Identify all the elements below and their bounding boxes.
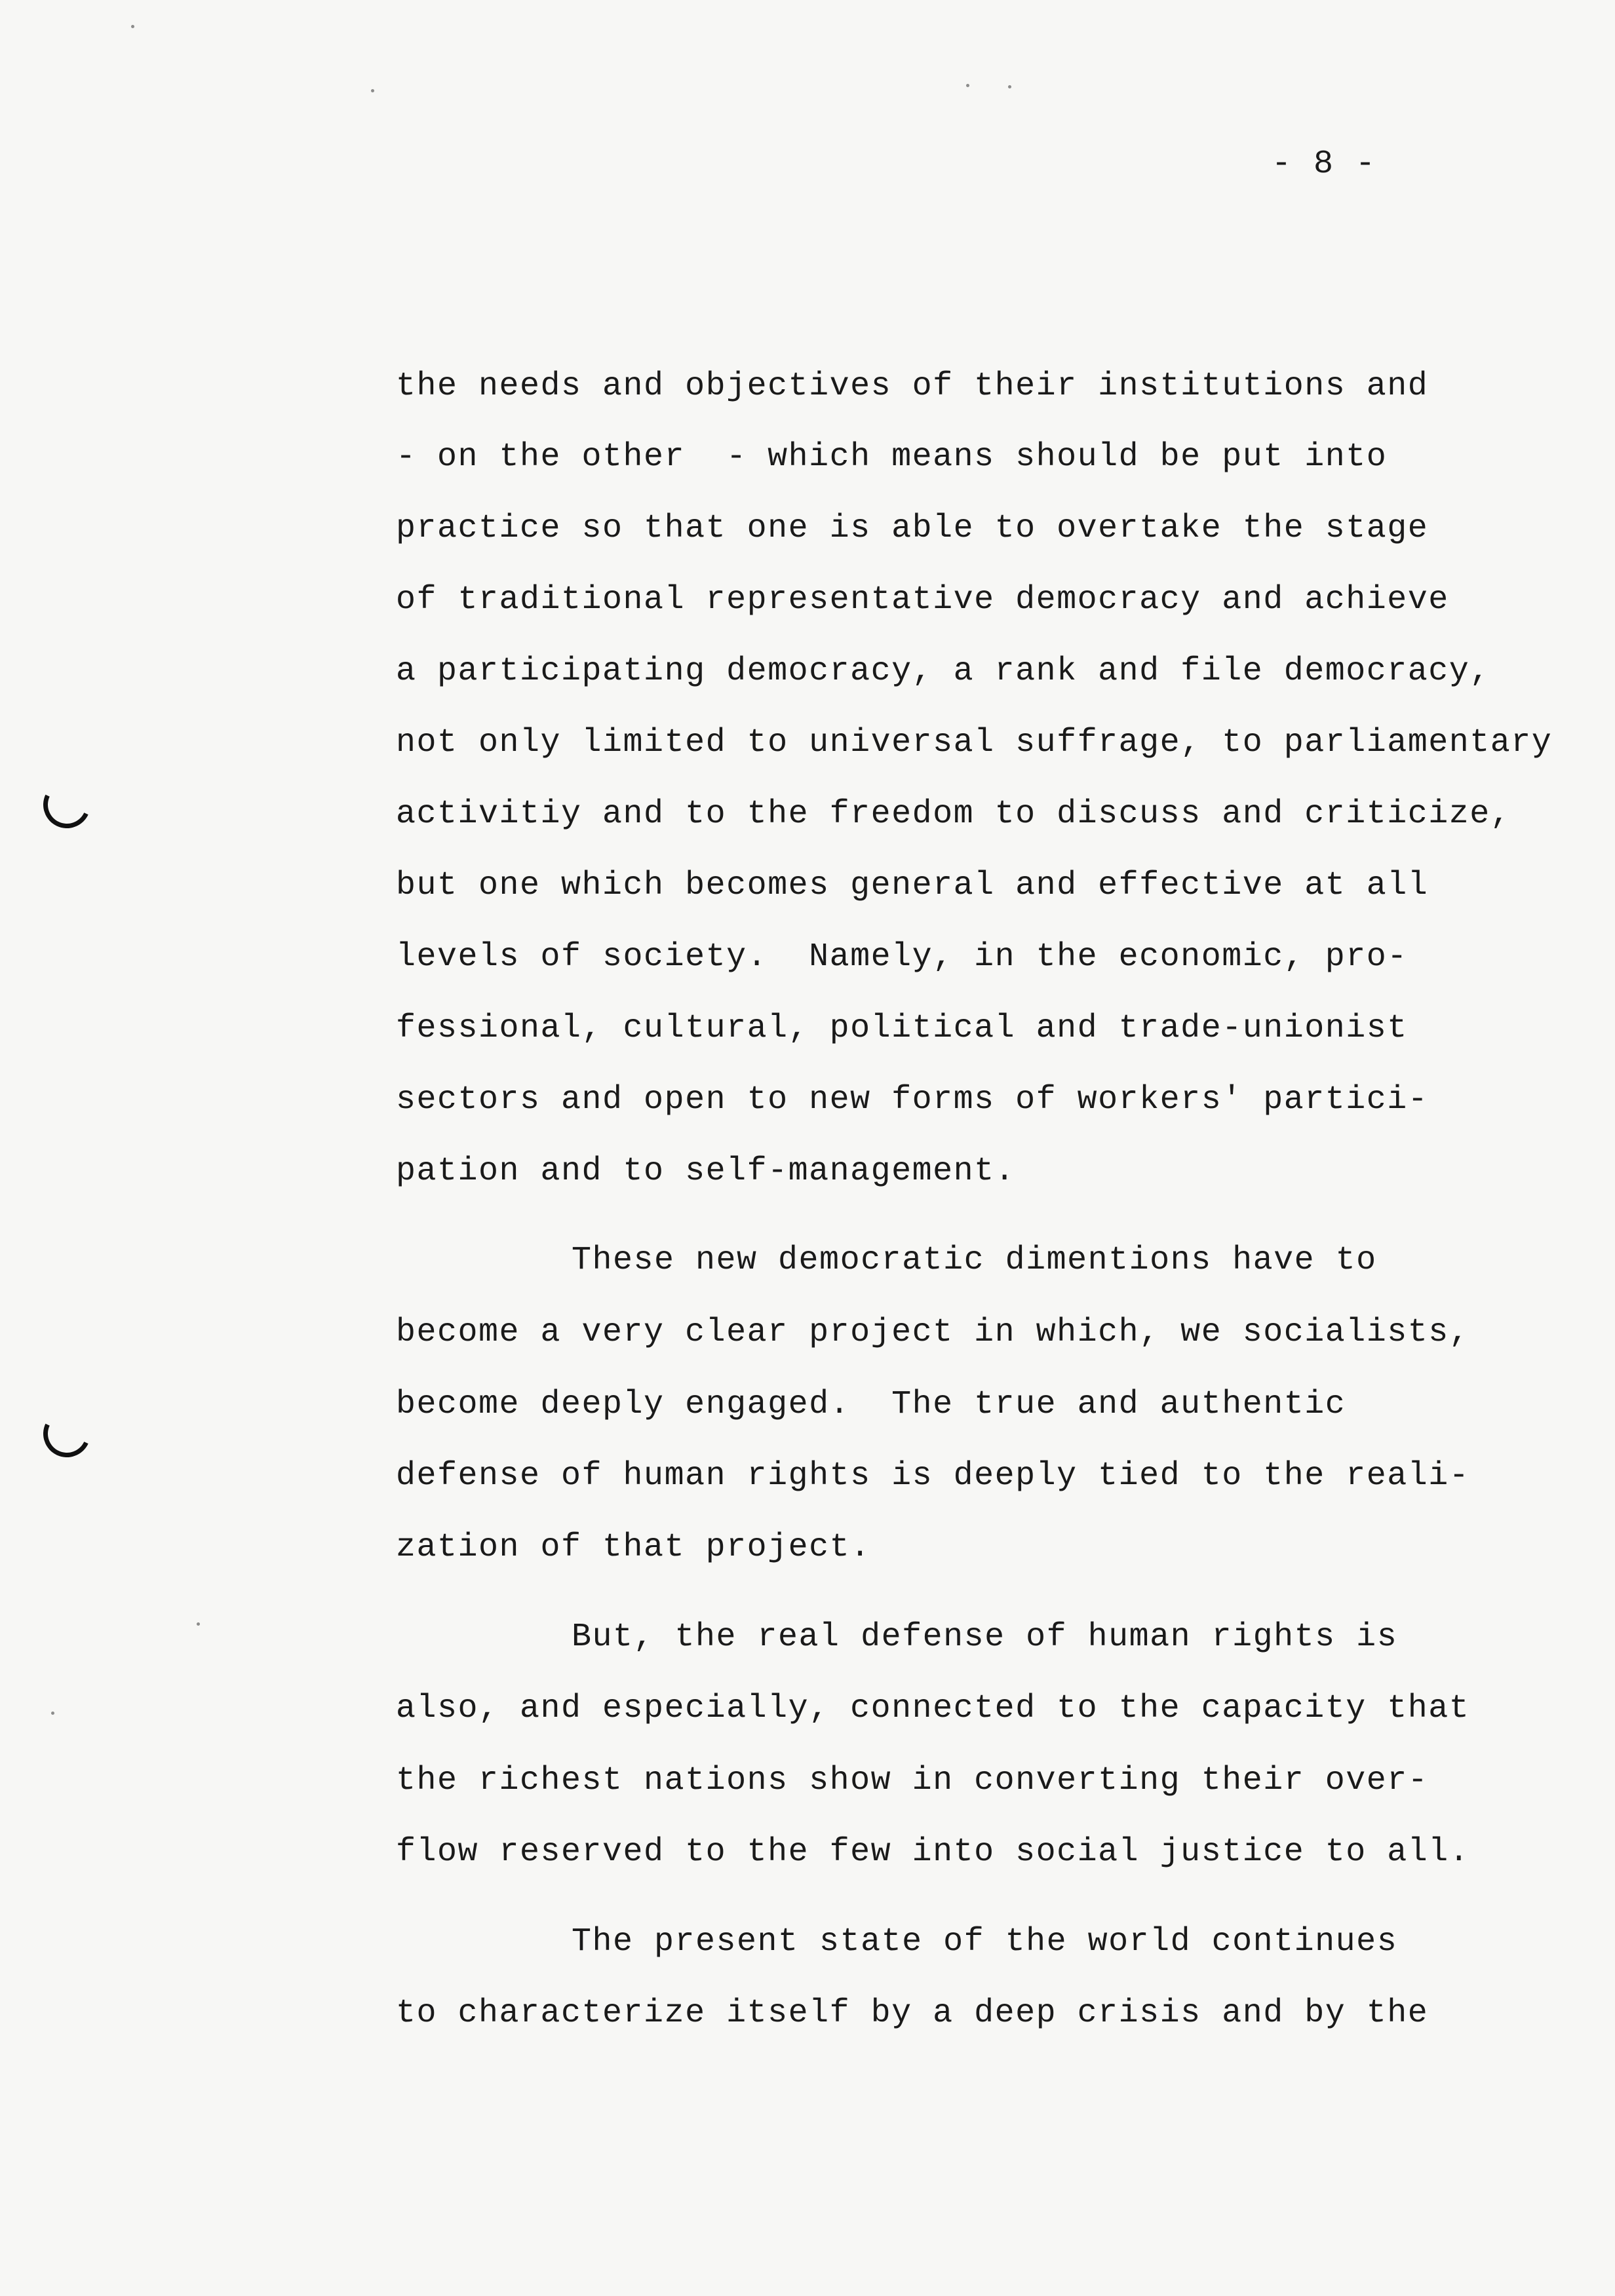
page-number: - 8 - [1272, 145, 1377, 183]
text-line: not only limited to universal suffrage, to parliamentary [396, 724, 1553, 761]
text-line: pation and to self-management. [396, 1153, 1016, 1190]
text-line: But, the real defense of human rights is [572, 1618, 1398, 1656]
text-line: The present state of the world continues [572, 1923, 1398, 1961]
text-line: become a very clear project in which, we socialists, [396, 1314, 1470, 1351]
text-line: become deeply engaged. The true and authentic [396, 1386, 1346, 1423]
text-line: also, and especially, connected to the capacity that [396, 1690, 1470, 1727]
speck [1008, 85, 1011, 88]
speck [371, 89, 374, 92]
hole-punch-mark [37, 1404, 97, 1464]
text-line: the needs and objectives of their institutions and [396, 368, 1429, 405]
text-line: the richest nations show in converting their over- [396, 1762, 1429, 1799]
speck [51, 1712, 54, 1715]
text-line: sectors and open to new forms of workers' partici- [396, 1081, 1429, 1119]
text-line: These new democratic dimentions have to [572, 1242, 1377, 1279]
speck [131, 25, 134, 28]
text-line: zation of that project. [396, 1529, 871, 1566]
text-line: levels of society. Namely, in the economic, pro- [396, 938, 1408, 976]
text-line: but one which becomes general and effective at all [396, 867, 1429, 904]
text-line: of traditional representative democracy and achieve [396, 581, 1449, 619]
text-line: activitiy and to the freedom to discuss and criticize, [396, 795, 1511, 833]
text-line: fessional, cultural, political and trade-unionist [396, 1010, 1408, 1047]
speck [966, 84, 969, 87]
text-line: - on the other - which means should be put into [396, 438, 1388, 476]
text-line: a participating democracy, a rank and file democracy, [396, 653, 1490, 690]
speck [197, 1622, 200, 1626]
text-line: flow reserved to the few into social justice to all. [396, 1833, 1470, 1871]
text-line: practice so that one is able to overtake the stage [396, 510, 1429, 547]
hole-punch-mark [37, 775, 97, 835]
text-line: to characterize itself by a deep crisis and by the [396, 1995, 1429, 2032]
text-line: defense of human rights is deeply tied to the reali- [396, 1457, 1470, 1495]
